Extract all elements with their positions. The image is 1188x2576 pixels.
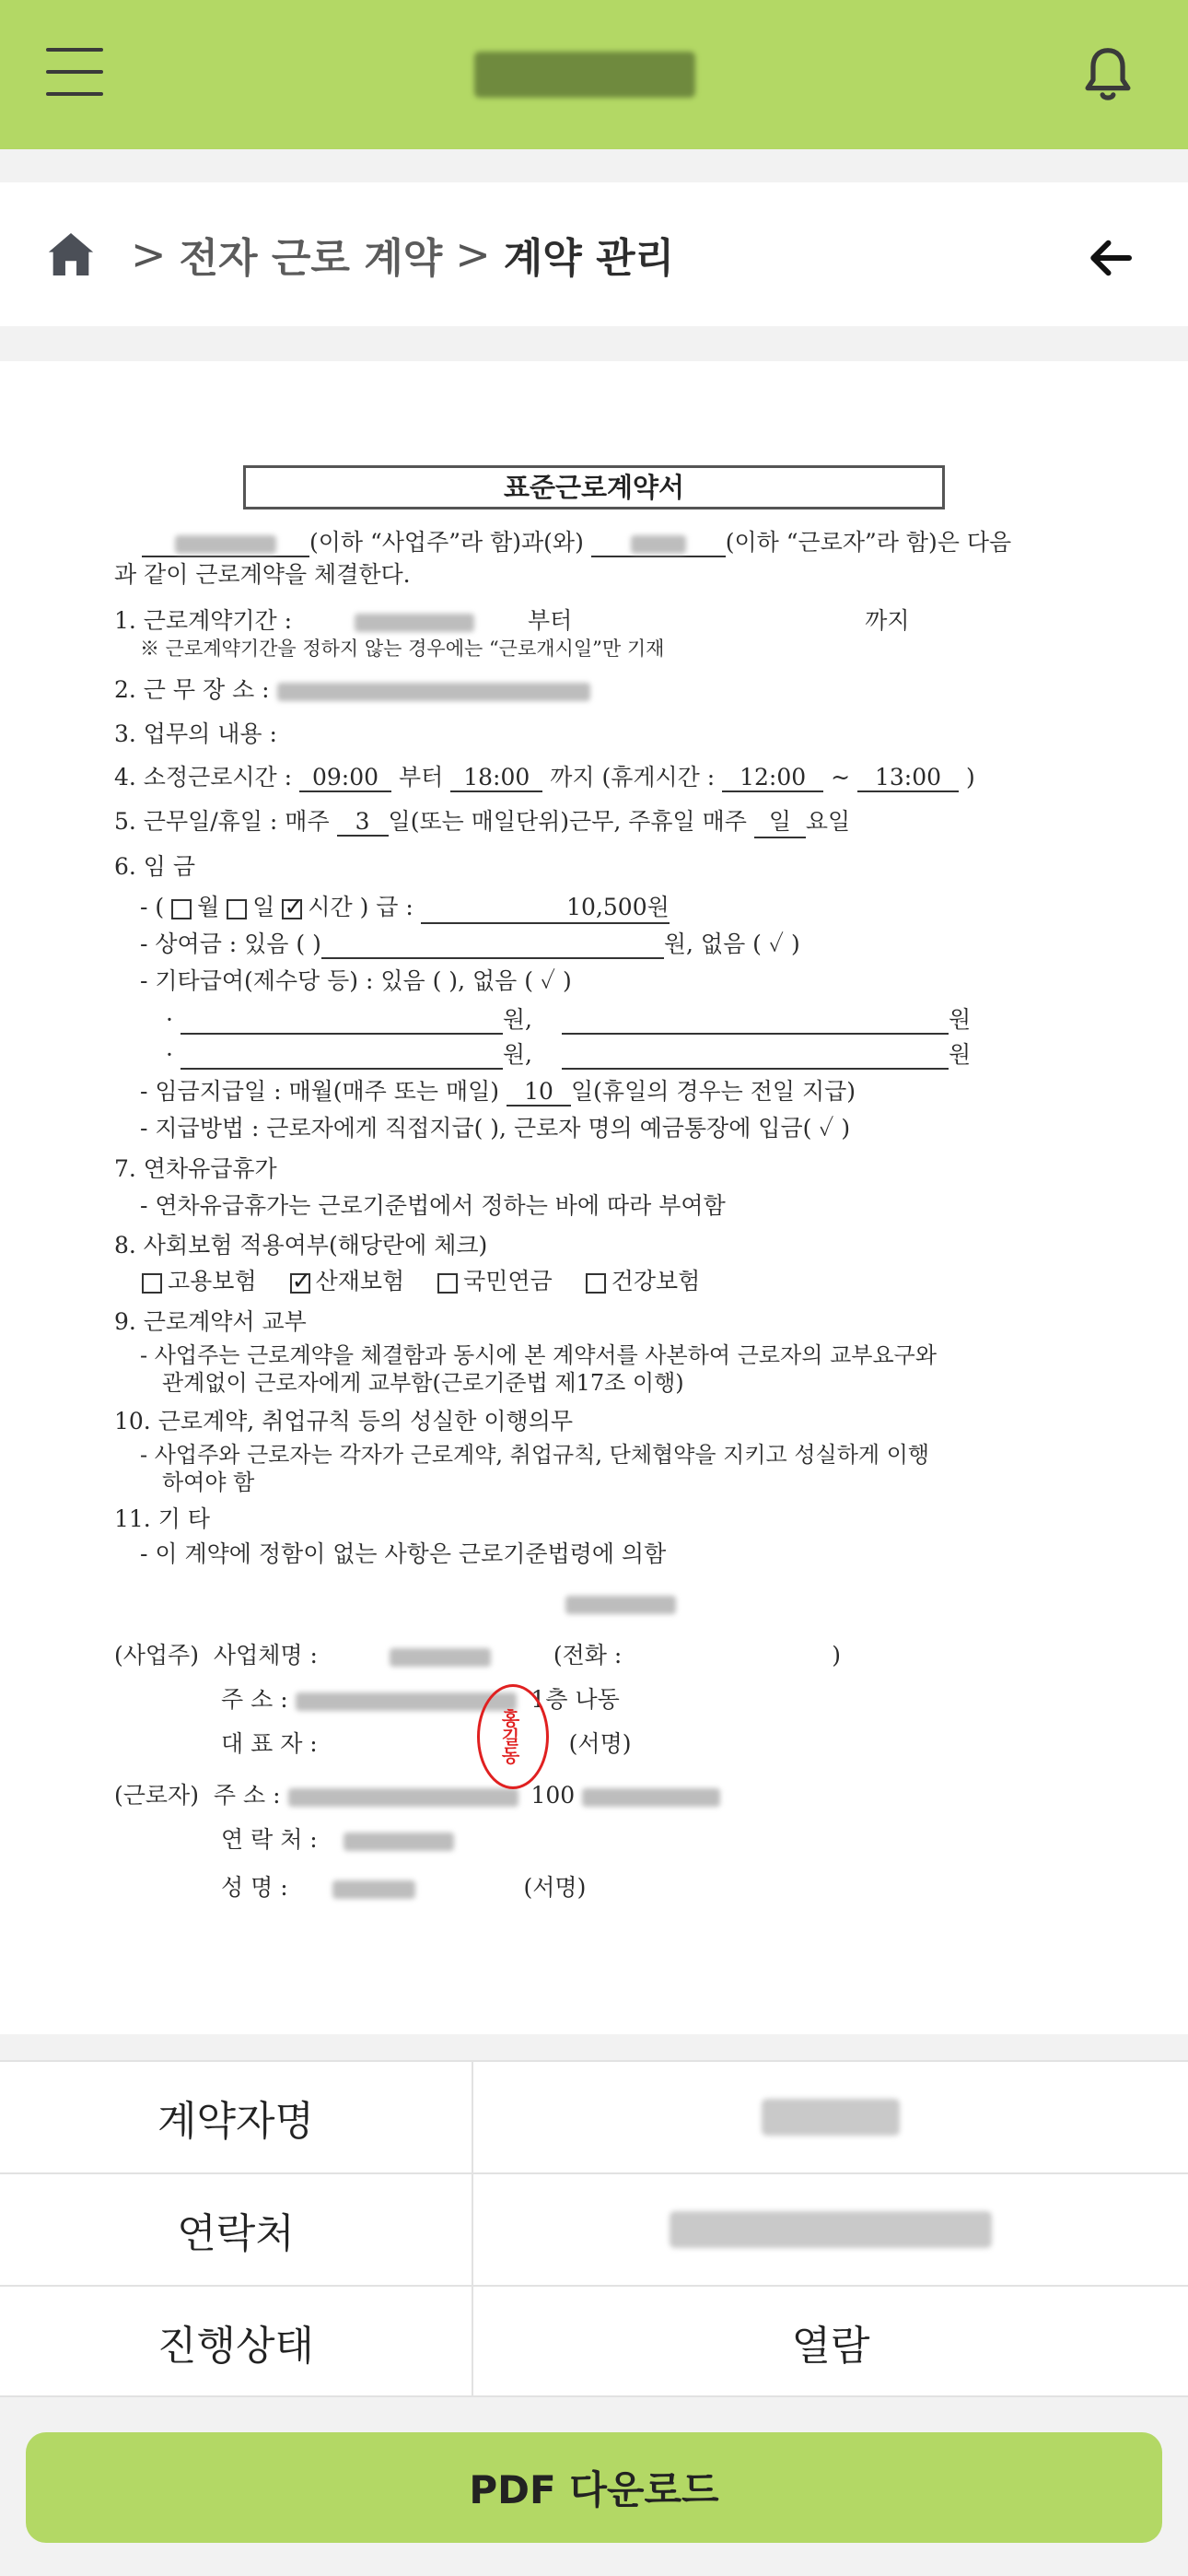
app-title-blurred <box>474 52 695 98</box>
employer-address-row: 주 소 : 1층 나동 <box>221 1686 620 1713</box>
table-row <box>0 2285 1188 2397</box>
breadcrumb-level1[interactable]: 전자 근로 계약 <box>179 235 443 282</box>
breadcrumb-card <box>0 182 1188 326</box>
s9-contract-delivery: 9. 근로계약서 교부 <box>114 1308 307 1335</box>
employer-name-row: (사업주) 사업체명 : (전화 : ) <box>114 1642 841 1669</box>
checkbox-day <box>227 899 247 919</box>
checkbox-health-insurance <box>586 1273 606 1294</box>
contract-date-blurred <box>565 1589 676 1616</box>
breadcrumb-separator: > <box>455 229 491 279</box>
s6-payday: - 임금지급일 : 매월(매주 또는 매일) 10 일(휴일의 경우는 전일 지급) <box>140 1078 856 1105</box>
breadcrumb-level2: 계약 관리 <box>503 235 675 282</box>
s9-text-1: - 사업주는 근로계약을 체결함과 동시에 본 계약서를 사본하여 근로자의 교부요구와 <box>140 1342 938 1368</box>
s6-other-pay: - 기타급여(제수당 등) : 있음 ( ), 없음 ( ✓ ) <box>140 967 572 994</box>
worker-address-row: (근로자) 주 소 : 100 <box>114 1777 720 1810</box>
app-header <box>0 0 1188 149</box>
contractor-name-label: 계약자명 <box>0 2062 473 2172</box>
contact-value <box>473 2174 1188 2285</box>
checkbox-national-pension <box>437 1273 458 1294</box>
checkbox-hour <box>282 899 302 919</box>
worker-name-row: 성 명 : (서명) <box>221 1874 587 1901</box>
bell-icon[interactable] <box>1076 42 1140 107</box>
table-row <box>0 2172 1188 2285</box>
s10-text-1: - 사업주와 근로자는 각자가 근로계약, 취업규칙, 단체협약을 지키고 성실하게 이행 <box>140 1442 930 1468</box>
s4-hours: 4. 소정근로시간 : 09:00 부터 18:00 까지 (휴게시간 : 12:00 ~ 13:00 ) <box>114 764 975 790</box>
s6-wage-title: 6. 임 금 <box>114 853 196 880</box>
s7-text: - 연차유급휴가는 근로기준법에서 정하는 바에 따라 부여함 <box>140 1192 726 1219</box>
s10-obligations: 10. 근로계약, 취업규칙 등의 성실한 이행의무 <box>114 1408 573 1434</box>
status-value: 열람 <box>791 2323 870 2370</box>
checkbox-month <box>171 899 192 919</box>
worker-contact-row: 연 락 처 : <box>221 1821 454 1855</box>
pdf-download-button[interactable]: PDF 다운로드 <box>26 2432 1162 2543</box>
table-row <box>0 2060 1188 2172</box>
contact-label: 연락처 <box>0 2174 473 2285</box>
arrow-left-icon[interactable] <box>1083 230 1138 286</box>
breadcrumb-separator: > <box>131 229 167 279</box>
intro-line-2: 과 같이 근로계약을 체결한다. <box>114 561 411 588</box>
s11-other: 11. 기 타 <box>114 1505 210 1532</box>
seal-stamp: 홍길동 <box>477 1684 549 1789</box>
s3-duties: 3. 업무의 내용 : <box>114 720 277 747</box>
s1-period: 1. 근로계약기간 : 부터 까지 <box>114 607 910 634</box>
status-label: 진행상태 <box>0 2287 473 2397</box>
s6-pay-method: - 지급방법 : 근로자에게 직접지급( ), 근로자 명의 예금통장에 입금( ✓ ) <box>140 1115 851 1142</box>
s6-other-line-1: · 원, 원 <box>166 1006 972 1033</box>
checkbox-employment-insurance <box>142 1273 162 1294</box>
home-icon[interactable] <box>44 228 98 281</box>
checkbox-accident-insurance <box>290 1273 310 1294</box>
s1-note: ※ 근로계약기간을 정하지 않는 경우에는 “근로개시일”만 기재 <box>140 638 665 660</box>
s6-wage-type: - ( 월 일 ✓ 시간 ) 급 : 10,500원 <box>140 889 670 924</box>
breadcrumb <box>44 225 674 284</box>
contract-info-table <box>0 2060 1188 2397</box>
s6-bonus: - 상여금 : 있음 ( ) 원, 없음 ( ✓ ) <box>140 931 800 957</box>
s2-workplace: 2. 근 무 장 소 : <box>114 672 590 705</box>
contract-document-card <box>0 361 1188 2034</box>
s6-other-line-2: · 원, 원 <box>166 1041 972 1068</box>
s10-text-2: 하여야 함 <box>162 1469 255 1495</box>
intro-line-1: (이하 “사업주”라 함)과(와) (이하 “근로자”라 함)은 다음 <box>142 524 1011 557</box>
contractor-name-value <box>473 2062 1188 2172</box>
hamburger-menu-icon[interactable] <box>46 48 103 98</box>
s8-options: 고용보험 ✓ 산재보험 국민연금 건강보험 <box>142 1263 700 1296</box>
employer-rep-row: 대 표 자 : (서명) <box>221 1730 632 1757</box>
s7-annual-leave: 7. 연차유급휴가 <box>114 1155 277 1182</box>
s9-text-2: 관계없이 근로자에게 교부함(근로기준법 제17조 이행) <box>162 1370 684 1396</box>
s8-social-insurance: 8. 사회보험 적용여부(해당란에 체크) <box>114 1232 488 1259</box>
s5-workdays: 5. 근무일/휴일 : 매주 3 일(또는 매일단위)근무, 주휴일 매주 일 요일 <box>114 803 850 838</box>
s11-text: - 이 계약에 정함이 없는 사항은 근로기준법령에 의함 <box>140 1540 667 1567</box>
document-title: 표준근로계약서 <box>243 465 945 509</box>
